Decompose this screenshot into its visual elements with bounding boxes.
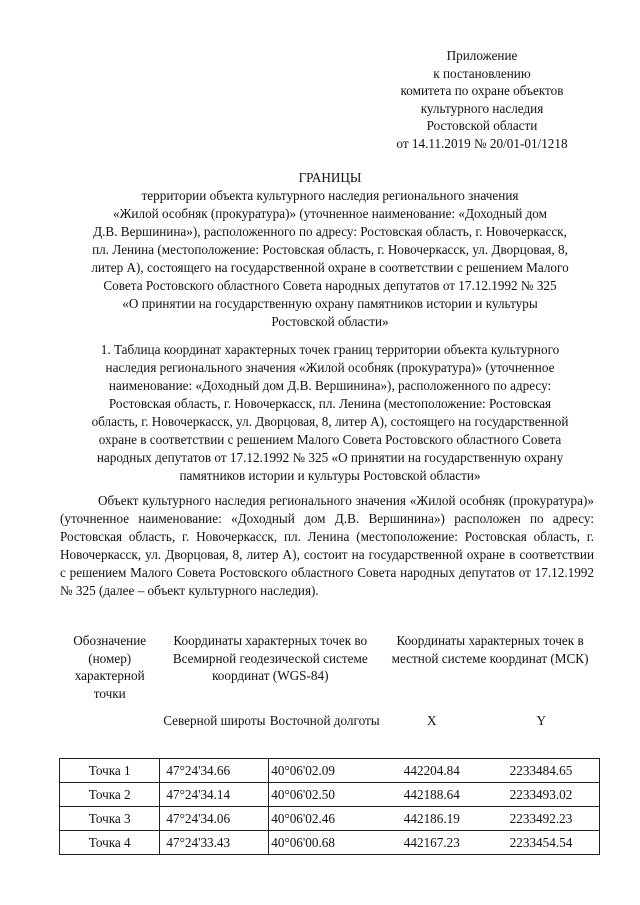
section-line: наименование: «Доходный дом Д.В. Вершинина»), расположенного по адресу:	[108, 378, 552, 393]
point-name: Точка 3	[60, 807, 160, 831]
appendix-block	[372, 47, 592, 152]
point-longitude: 40°06'02.50	[269, 783, 381, 807]
point-x: 442188.64	[381, 783, 483, 807]
point-latitude: 47°24'34.14	[160, 783, 269, 807]
point-longitude: 40°06'00.68	[269, 831, 381, 855]
subheader-y: Y	[536, 713, 547, 728]
point-name: Точка 4	[60, 831, 160, 855]
title-line: литер А), состоящего на государственной охране в соответствии с решением Малого	[91, 260, 569, 275]
point-longitude: 40°06'02.09	[269, 759, 381, 783]
header-msk: Координаты характерных точек в местной системе координат (МСК)	[391, 633, 589, 666]
title-heading: ГРАНИЦЫ	[298, 170, 362, 185]
appendix-line: культурного наследия	[420, 100, 544, 116]
title-line: «О принятии на государственную охрану памятников истории и культуры	[122, 296, 538, 311]
section-line: охране в соответствии с решением Малого Совета Ростовского областного Совета	[98, 432, 562, 447]
table-row	[60, 783, 600, 807]
title-line: пл. Ленина (местоположение: Ростовская область, г. Новочеркасск, ул. Дворцовая, 8,	[92, 242, 568, 257]
appendix-line: комитета по охране объектов	[400, 83, 564, 98]
subheader-latitude: Северной широты	[163, 713, 266, 728]
table-row	[60, 759, 600, 783]
appendix-line: от 14.11.2019 № 20/01-01/1218	[396, 135, 568, 151]
description-paragraph: Объект культурного наследия регионального значения «Жилой особняк (прокуратура)» (уточненное наименование: «Доходный дом Д.В. Вершинина») расположен по адресу: Ростовская область, г. Новочеркасск, пл. Ленина (местоположение: Ростовская область, г. Новочеркасск, ул. Дворцовая, 8, литер А), состоит на государственной охране в соответствии с решением Малого Совета Ростовского областного Совета народных депутатов от 17.12.1992 № 325 (далее – объект культурного наследия).	[60, 493, 594, 598]
title-line: территории объекта культурного наследия регионального значения	[141, 188, 519, 203]
table-subheader-row	[60, 712, 600, 759]
section-line: 1. Таблица координат характерных точек границ территории объекта культурного	[100, 342, 560, 357]
table-row	[60, 831, 600, 855]
title-line: Совета Ростовского областного Совета народных депутатов от 17.12.1992 № 325	[103, 278, 557, 293]
point-longitude: 40°06'02.46	[269, 807, 381, 831]
table-header-row	[60, 632, 600, 712]
point-x: 442186.19	[381, 807, 483, 831]
section-line: памятников истории и культуры Ростовской области»	[179, 468, 481, 483]
section-line: область, г. Новочеркасск, ул. Дворцовая, 8, литер А), состоящего на государственной	[91, 414, 569, 429]
point-y: 2233454.54	[483, 831, 600, 855]
table-row	[60, 807, 600, 831]
section-line: наследия регионального значения «Жилой особняк (прокуратура)» (уточненное	[105, 360, 555, 375]
appendix-line: Ростовской области	[426, 118, 538, 133]
point-name: Точка 1	[60, 759, 160, 783]
point-y: 2233493.02	[483, 783, 600, 807]
document-title	[66, 169, 594, 331]
section-line: Ростовская область, г. Новочеркасск, пл. Ленина (местоположение: Ростовская	[108, 396, 552, 411]
point-y: 2233492.23	[483, 807, 600, 831]
point-x: 442204.84	[381, 759, 483, 783]
title-line: Ростовской области»	[271, 314, 389, 329]
point-latitude: 47°24'34.06	[160, 807, 269, 831]
point-latitude: 47°24'34.66	[160, 759, 269, 783]
subheader-x: X	[427, 713, 437, 728]
section-line: народных депутатов от 17.12.1992 № 325 «О принятии на государственную охрану	[96, 450, 564, 465]
section-1-heading	[66, 341, 594, 485]
appendix-line: Приложение	[446, 48, 518, 63]
title-line: Д.В. Вершинина»), расположенного по адресу: Ростовская область, г. Новочеркасск,	[93, 224, 567, 239]
appendix-line: к постановлению	[433, 65, 531, 81]
header-point-name: Обозначение (номер) характерной точки	[73, 633, 147, 701]
point-y: 2233484.65	[483, 759, 600, 783]
point-x: 442167.23	[381, 831, 483, 855]
point-latitude: 47°24'33.43	[160, 831, 269, 855]
point-name: Точка 2	[60, 783, 160, 807]
coordinates-table	[59, 632, 600, 855]
title-line: «Жилой особняк (прокуратура)» (уточненное наименование: «Доходный дом	[113, 206, 547, 221]
header-wgs84: Координаты характерных точек во Всемирной геодезической системе координат (WGS-84)	[172, 633, 368, 683]
subheader-longitude: Восточной долготы	[269, 713, 380, 728]
